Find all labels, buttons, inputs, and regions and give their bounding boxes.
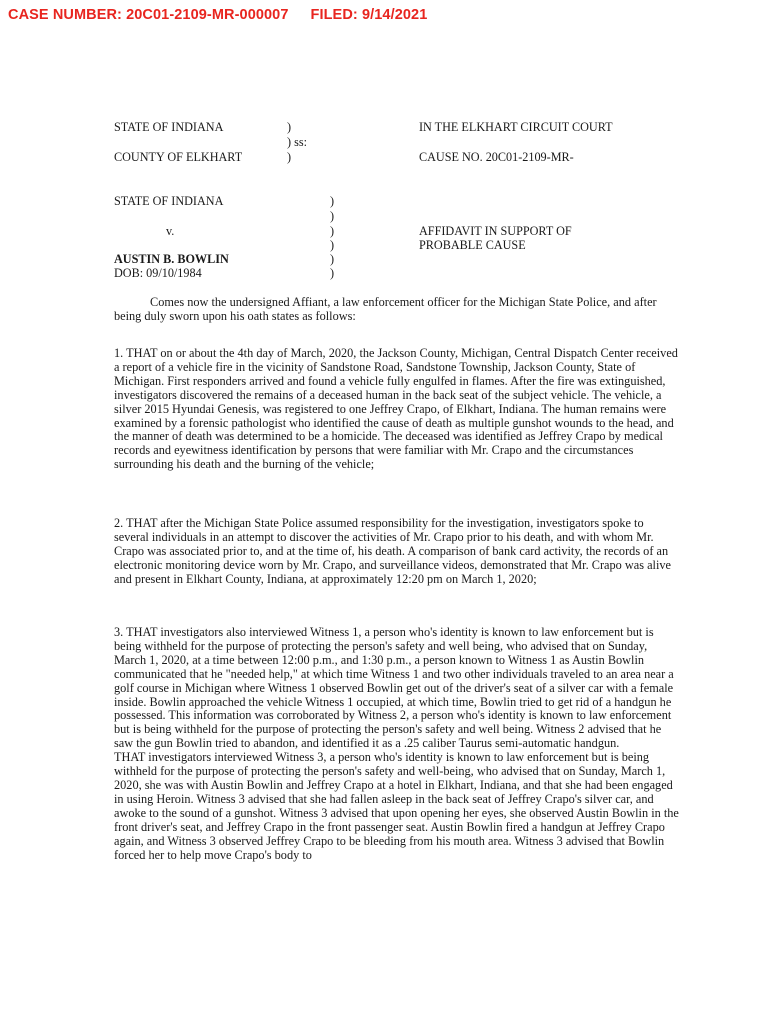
case-number: CASE NUMBER: 20C01-2109-MR-000007 — [8, 7, 289, 23]
caption-versus: v. — [166, 224, 175, 238]
paragraph-text: 3. THAT investigators also interviewed Witness 1, a person who's identity is known to law enforcement but is being withheld for the purpose of protecting the person's safety and well being, who advised that on Sunday, March 1, 2020, at a time between 12:00 p.m., and 1:30 p.m., a person known to Witness 1 as Austin Bowlin communicated that he "needed help," at which time Witness 1 and two other individuals traveled to an area near a golf course in Michigan where Witness 1 observed Bowlin get out of the driver's seat of a silver car with a female inside. Bowlin approached the vehicle Witness 1 occupied, at which time, Bowlin tried to get rid of a handgun he possessed. This information was corroborated by Witness 2, a person who's identity is known to law enforcement but is being withheld for the purpose of protecting the person's safety and well being. Witness 2 advised that he saw the gun Bowlin tried to abandon, and identified it as a .25 caliber Taurus semi-automatic handgun. — [114, 625, 674, 751]
caption-paren: ) — [330, 209, 335, 223]
caption-court: IN THE ELKHART CIRCUIT COURT — [419, 120, 613, 134]
caption-paren: ) — [330, 238, 335, 252]
caption-paren: ) — [330, 252, 335, 266]
intro-paragraph — [114, 296, 680, 324]
paragraph-text: THAT investigators interviewed Witness 3, a person who's identity is known to law enforcement but is being withheld for the purpose of protecting the person's safety and well-being, who advised that on Sunday, March 1, 2020, she was with Austin Bowlin and Jeffrey Crapo at a hotel in Elkhart, Indiana, and that she had been engaged in using Heroin. Witness 3 advised that she had fallen asleep in the back seat of Jeffrey Crapo's silver car, and awoke to the sound of a gunshot. Witness 3 advised that upon opening her eyes, she observed Austin Bowlin in the front driver's seat, and Jeffrey Crapo in the front passenger seat. Austin Bowlin fired a handgun at Jeffrey Crapo again, and Witness 3 observed Jeffrey Crapo to be bleeding from his mouth area. Witness 3 advised that Bowlin forced her to help move Crapo's body to — [114, 750, 679, 862]
paragraph-2 — [114, 517, 680, 587]
caption-dob: DOB: 09/10/1984 — [114, 266, 202, 280]
case-banner — [8, 7, 427, 23]
intro-text: Comes now the undersigned Affiant, a law enforcement officer for the Michigan State Police, and after being duly sworn upon his oath states as follows: — [114, 295, 657, 323]
document-title-line2: PROBABLE CAUSE — [419, 238, 526, 252]
caption-ss: ) ss: — [287, 135, 307, 149]
caption-plaintiff: STATE OF INDIANA — [114, 194, 224, 208]
paragraph-3 — [114, 626, 680, 862]
paragraph-text: 2. THAT after the Michigan State Police assumed responsibility for the investigation, investigators spoke to several individuals in an attempt to discover the activities of Mr. Crapo prior to his death, and with whom Mr. Crapo was associated prior to, and at the time of, his death. A comparison of bank card activity, the records of an electronic monitoring device worn by Mr. Crapo, and surveillance videos, demonstrated that Mr. Crapo was alive and present in Elkhart County, Indiana, at approximately 12:20 pm on March 1, 2020; — [114, 516, 671, 586]
caption-county: COUNTY OF ELKHART — [114, 150, 243, 164]
caption-cause-no: CAUSE NO. 20C01-2109-MR- — [419, 150, 574, 164]
caption-paren: ) — [287, 120, 292, 134]
paragraph-text: 1. THAT on or about the 4th day of March, 2020, the Jackson County, Michigan, Central Dispatch Center received a report of a vehicle fire in the vicinity of Sandstone Road, Sandstone Township, Jackson County, State of Michigan. First responders arrived and found a vehicle fully engulfed in flames. After the fire was extinguished, investigators discovered the remains of a deceased human in the back seat of the subject vehicle. The vehicle, a silver 2015 Hyundai Genesis, was registered to one Jeffrey Crapo, of Elkhart, Indiana. The human remains were examined by a forensic pathologist who identified the cause of death as multiple gunshot wounds to the head, and the manner of death was determined to be a homicide. The deceased was identified as Jeffrey Crapo by medical records and eyewitness identification by persons that were familiar with Mr. Crapo and the circumstances surrounding his death and the burning of the vehicle; — [114, 346, 678, 472]
caption-defendant: AUSTIN B. BOWLIN — [114, 252, 229, 266]
caption-paren: ) — [330, 224, 335, 238]
caption-paren: ) — [330, 194, 335, 208]
caption-paren: ) — [287, 150, 292, 164]
caption-paren: ) — [330, 266, 335, 280]
filed-date: FILED: 9/14/2021 — [310, 7, 428, 23]
document-title-line1: AFFIDAVIT IN SUPPORT OF — [419, 224, 572, 238]
paragraph-1 — [114, 347, 680, 472]
caption-state: STATE OF INDIANA — [114, 120, 224, 134]
